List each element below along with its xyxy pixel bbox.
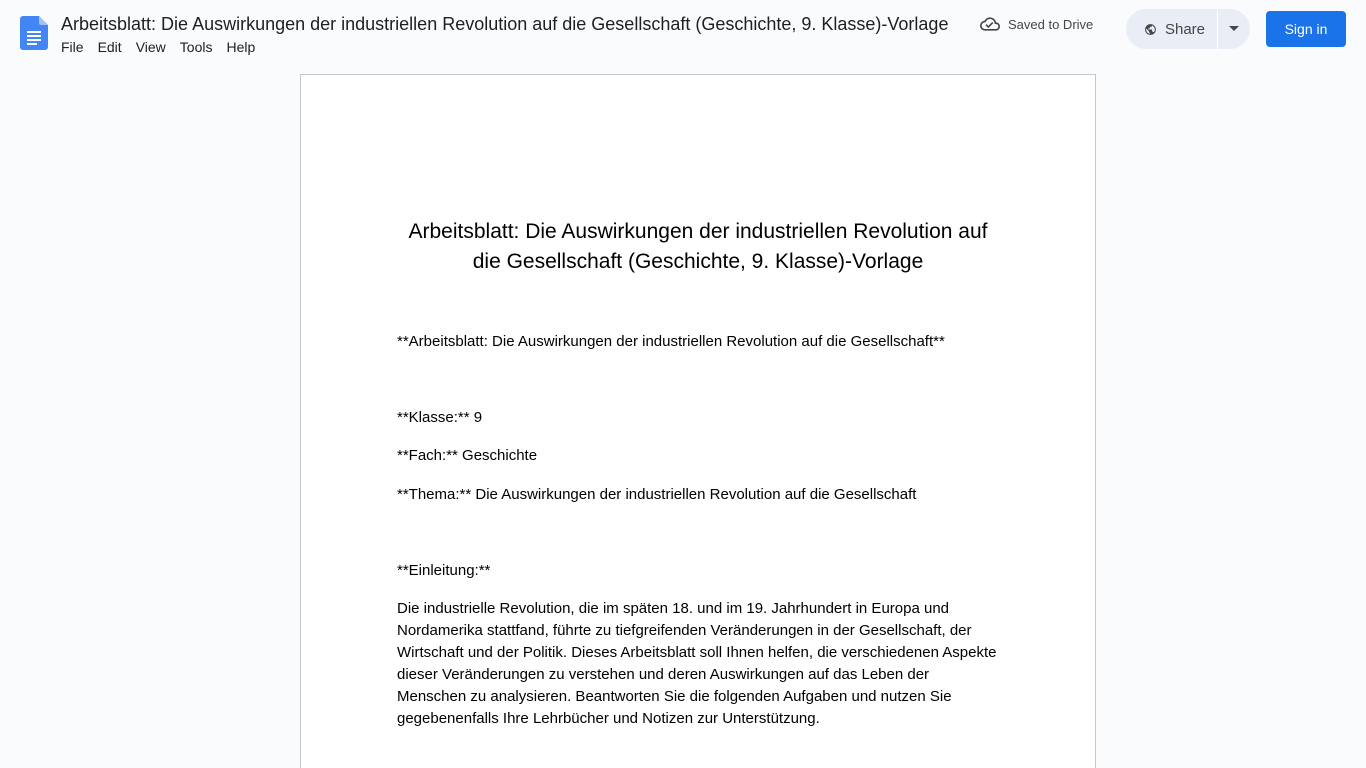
share-control <box>1126 9 1250 49</box>
cloud-done-icon <box>980 14 1000 34</box>
share-label: Share <box>1164 20 1205 38</box>
share-button[interactable] <box>1126 9 1218 49</box>
top-bar <box>0 0 1366 62</box>
saved-status[interactable] <box>980 14 1093 34</box>
caret-down-icon <box>1229 26 1239 32</box>
einleitung-text: Die industrielle Revolution, die im späten 18. und im 19. Jahrhundert in Europa und Nordamerika stattfand, führte zu tiefgreifenden Veränderungen in der Gesellschaft, der Wirtschaft und der Politik. Dieses Arbeitsblatt soll Ihnen helfen, die verschiedenen Aspekte dieser Veränderungen zu verstehen und deren Auswirkungen auf das Leben der Menschen zu analysieren. Beantworten Sie die folgenden Aufgaben und nutzen Sie gegebenenfalls Ihre Lehrbücher und Notizen zur Unterstützung. <box>397 600 997 727</box>
worksheet-subtitle: **Arbeitsblatt: Die Auswirkungen der industriellen Revolution auf die Gesellschaft** <box>397 333 945 350</box>
menu-edit[interactable]: Edit <box>97 39 122 55</box>
klasse-line: **Klasse:** 9 <box>397 409 483 426</box>
einleitung-label: **Einleitung:** <box>397 562 491 579</box>
menu-help[interactable]: Help <box>226 39 256 55</box>
menu-bar <box>54 36 262 58</box>
share-dropdown-button[interactable] <box>1218 9 1250 49</box>
menu-view[interactable]: View <box>135 39 166 55</box>
document-page[interactable] <box>300 74 1096 768</box>
menu-tools[interactable]: Tools <box>179 39 213 55</box>
globe-icon <box>1144 21 1157 38</box>
document-heading: Arbeitsblatt: Die Auswirkungen der industriellen Revolution auf die Gesellschaft (Geschichte, 9. Klasse)-Vorlage <box>408 220 988 273</box>
thema-line: **Thema:** Die Auswirkungen der industriellen Revolution auf die Gesellschaft <box>397 486 917 503</box>
docs-logo-icon[interactable] <box>20 16 48 50</box>
menu-file[interactable]: File <box>61 39 84 55</box>
sign-in-button[interactable]: Sign in <box>1266 11 1346 47</box>
document-title[interactable]: Arbeitsblatt: Die Auswirkungen der industriellen Revolution auf die Gesellschaft (Geschichte, 9. Klasse)-Vorlage <box>61 14 949 34</box>
fach-line: **Fach:** Geschichte <box>397 447 538 464</box>
saved-status-label: Saved to Drive <box>1008 16 1094 32</box>
